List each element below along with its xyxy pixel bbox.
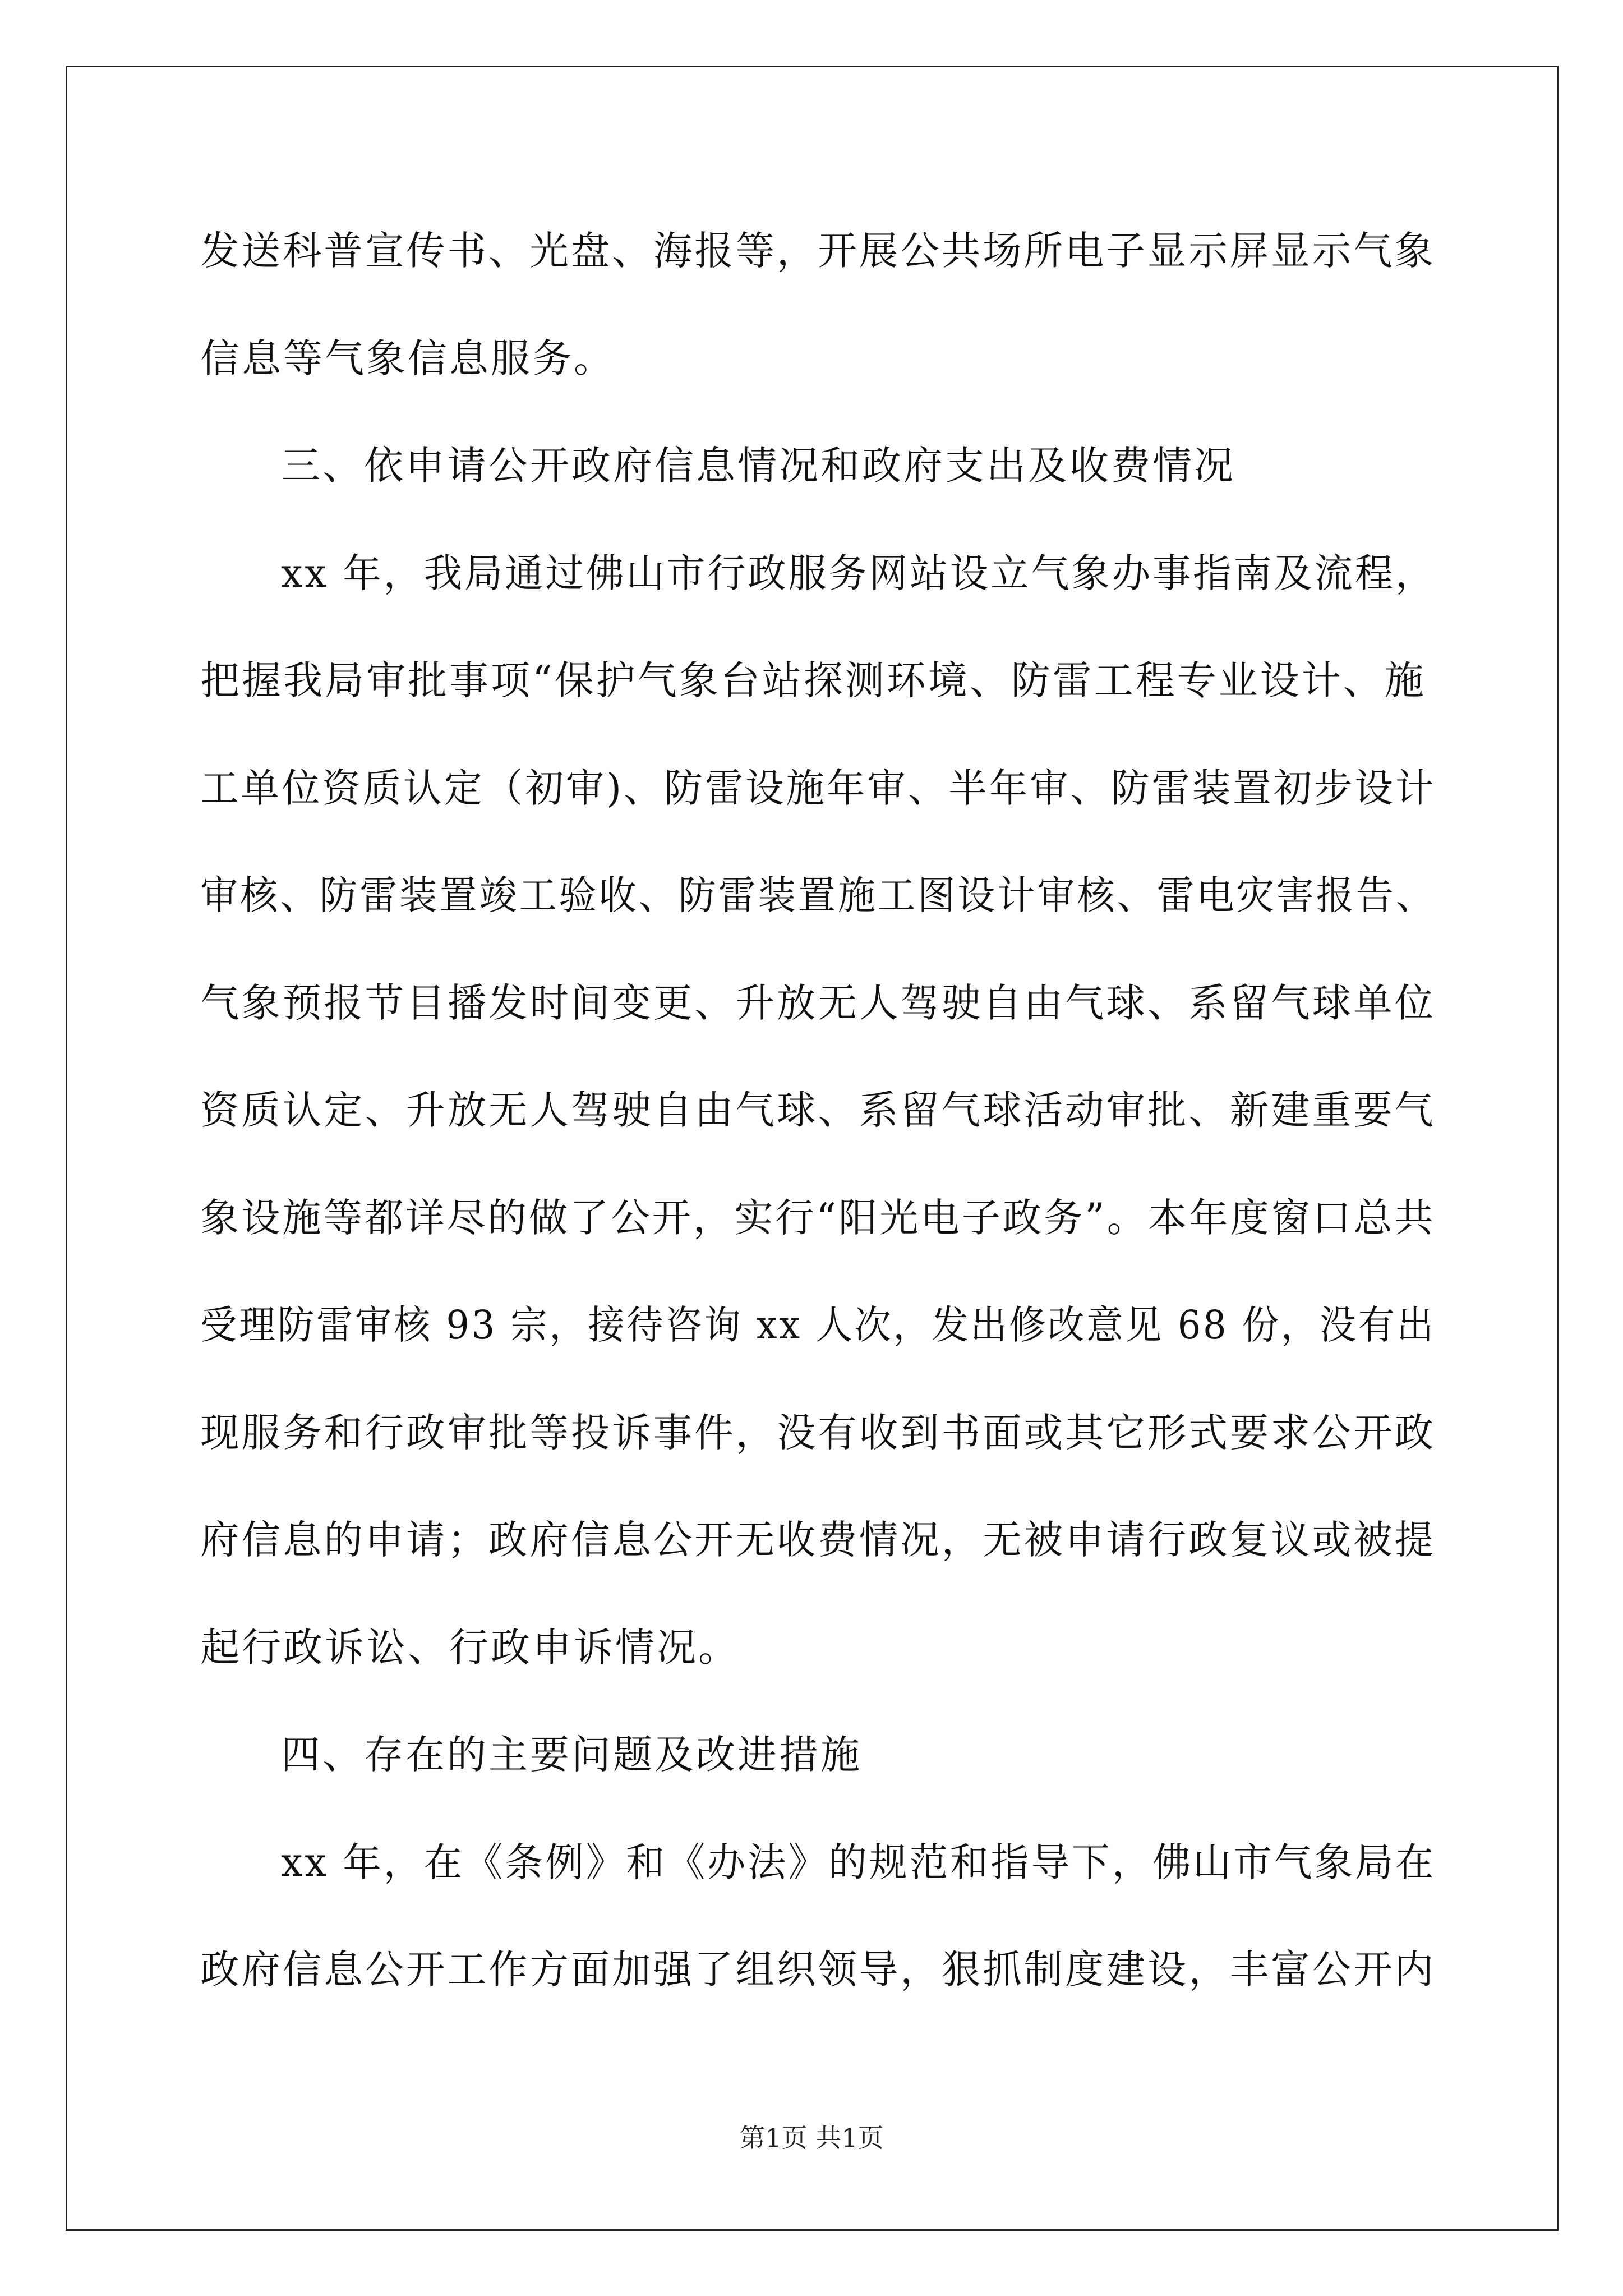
body-text-line: 起行政诉讼、行政申诉情况。 [200,1625,740,1671]
body-text-line: 气象预报节目播发时间变更、升放无人驾驶自由气球、系留气球单位 [200,980,1436,1026]
body-text-line: xx 年，我局通过佛山市行政服务网站设立气象办事指南及流程， [281,550,1436,596]
body-text-line: 发送科普宣传书、光盘、海报等，开展公共场所电子显示屏显示气象 [200,228,1436,274]
body-text-line: 审核、防雷装置竣工验收、防雷装置施工图设计审核、雷电灾害报告、 [200,872,1436,918]
body-text-line: 把握我局审批事项“保护气象台站探测环境、防雷工程专业设计、施 [200,657,1426,703]
body-text-line: 现服务和行政审批等投诉事件，没有收到书面或其它形式要求公开政 [200,1410,1436,1456]
section-heading: 四、存在的主要问题及改进措施 [281,1732,862,1778]
section-heading: 三、依申请公开政府信息情况和政府支出及收费情况 [281,443,1235,489]
page-number-footer: 第1页 共1页 [739,2123,884,2153]
body-text-line: 象设施等都详尽的做了公开，实行“阳光电子政务”。本年度窗口总共 [200,1195,1436,1241]
body-text-line: 资质认定、升放无人驾驶自由气球、系留气球活动审批、新建重要气 [200,1087,1436,1133]
body-text-line: 受理防雷审核 93 宗，接待咨询 xx 人次，发出修改意见 68 份，没有出 [200,1302,1436,1348]
body-text-line: 府信息的申请；政府信息公开无收费情况，无被申请行政复议或被提 [200,1517,1436,1563]
body-text-line: 政府信息公开工作方面加强了组织领导，狠抓制度建设，丰富公开内 [200,1947,1436,1993]
body-text-line: xx 年，在《条例》和《办法》的规范和指导下，佛山市气象局在 [281,1839,1436,1885]
body-text-line: 信息等气象信息服务。 [200,335,615,381]
page-border [66,66,1559,2231]
body-text-line: 工单位资质认定（初审)、防雷设施年审、半年审、防雷装置初步设计 [200,765,1436,811]
